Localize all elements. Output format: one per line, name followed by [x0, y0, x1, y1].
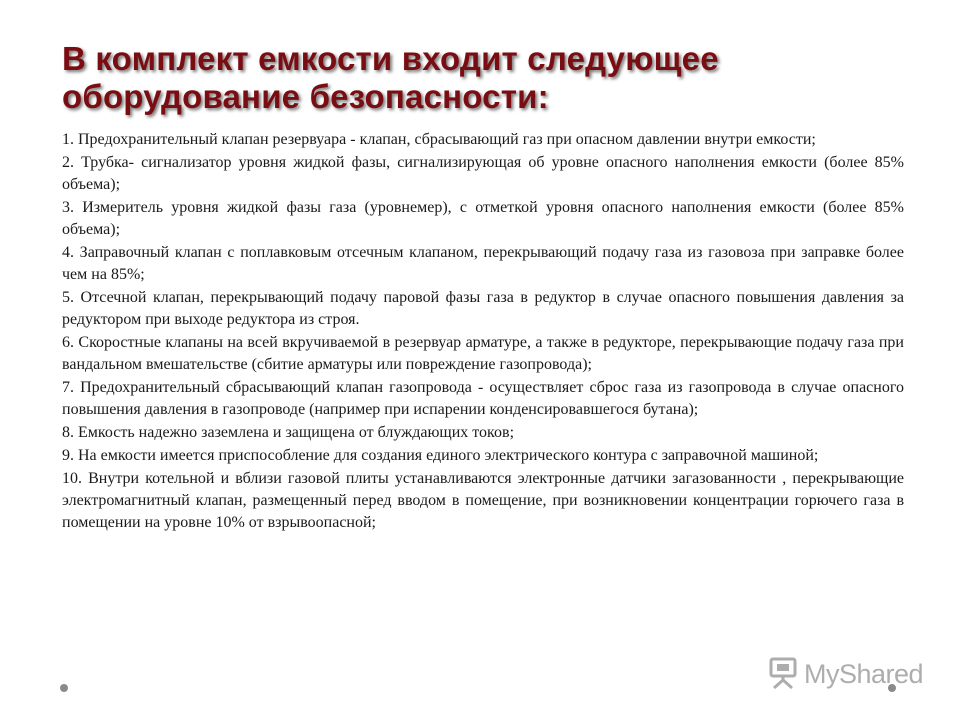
list-item: 10. Внутри котельной и вблизи газовой плиты устанавливаются электронные датчики загазованности , перекрывающие электромагнитный клапан, размещенный перед вводом в помещение, при возникновении концентрации горючего газа в помещении на уровне 10% от взрывоопасной; — [62, 470, 904, 531]
list-item: 7. Предохранительный сбрасывающий клапан газопровода - осуществляет сброс газа из газопровода в случае опасного повышения давления в газопроводе (например при испарении конденсировавшегося бутана); — [62, 379, 904, 418]
watermark — [768, 655, 923, 694]
slide-corner-dot-left — [60, 684, 68, 692]
list-item: 2. Трубка- сигнализатор уровня жидкой фазы, сигнализирующая об уровне опасного наполнения емкости (более 85% объема); — [62, 154, 904, 193]
presentation-board-icon — [768, 655, 798, 694]
equipment-list — [62, 128, 904, 534]
list-item: 8. Емкость надежно заземлена и защищена от блуждающих токов; — [62, 424, 515, 441]
watermark-text: MyShared — [804, 659, 924, 689]
list-item: 1. Предохранительный клапан резервуара - клапан, сбрасывающий газ при опасном давлении внутри емкости; — [62, 131, 816, 148]
list-item: 9. На емкости имеется приспособление для создания единого электрического контура с заправочной машиной; — [62, 447, 819, 464]
page-title: В комплект емкости входит следующее оборудование безопасности: — [62, 40, 719, 115]
list-item: 3. Измеритель уровня жидкой фазы газа (уровнемер), с отметкой уровня опасного наполнения емкости (более 85% объема); — [62, 199, 904, 238]
list-item: 6. Скоростные клапаны на всей вкручиваемой в резервуар арматуре, а также в редукторе, перекрывающие подачу газа при вандальном вмешательстве (сбитие арматуры или повреждение газопровода); — [62, 334, 904, 373]
list-item: 5. Отсечной клапан, перекрывающий подачу паровой фазы газа в редуктор в случае опасного повышения давления за редуктором при выходе редуктора из строя. — [62, 289, 904, 328]
list-item: 4. Заправочный клапан с поплавковым отсечным клапаном, перекрывающий подачу газа из газовоза при заправке более чем на 85%; — [62, 244, 904, 283]
